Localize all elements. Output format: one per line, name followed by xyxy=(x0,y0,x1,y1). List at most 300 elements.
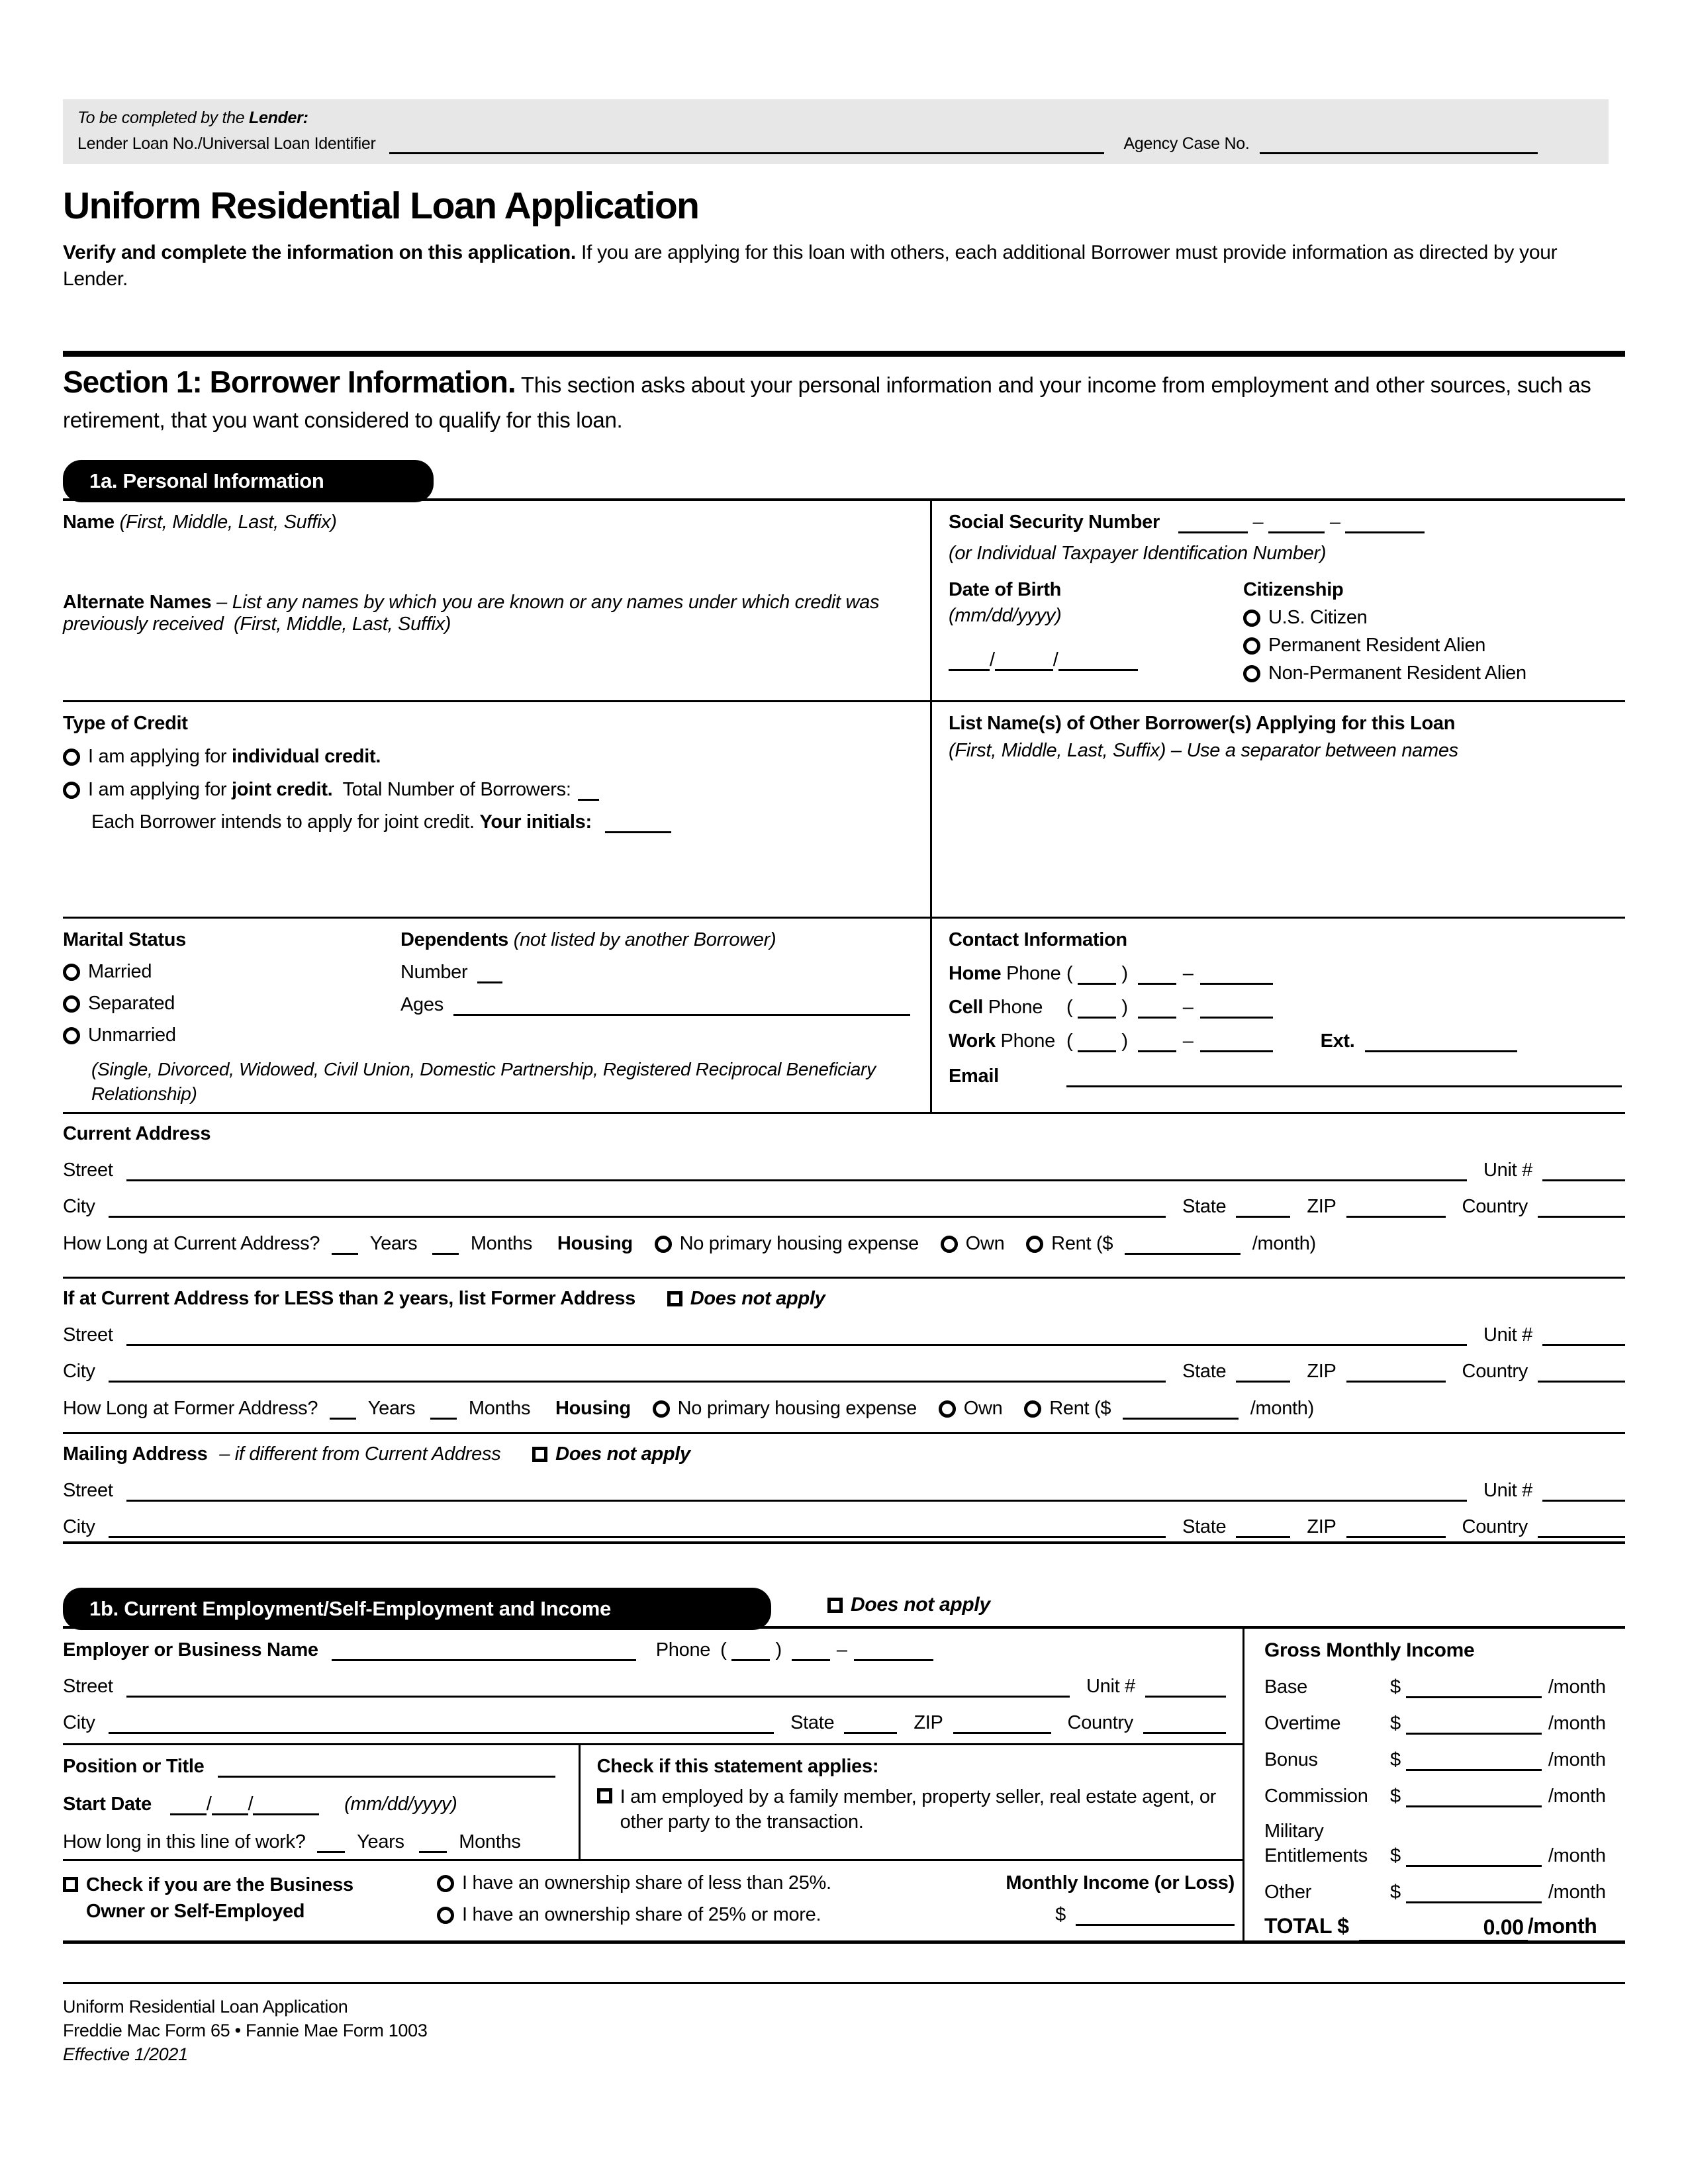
monthly-income-dollar: $ xyxy=(1055,1904,1066,1925)
alternate-names-hint: (First, Middle, Last, Suffix) xyxy=(234,614,451,635)
cell-phone-prefix-field[interactable] xyxy=(1138,1012,1176,1019)
page-footer xyxy=(63,1982,1625,2066)
alternate-names-label: Alternate Names xyxy=(63,592,212,613)
current-country-field[interactable] xyxy=(1538,1211,1625,1218)
mailing-does-not-apply-checkbox[interactable] xyxy=(532,1447,547,1462)
former-own-label: Own xyxy=(963,1398,1003,1419)
current-years-field[interactable] xyxy=(332,1248,358,1255)
former-zip-field[interactable] xyxy=(1346,1376,1446,1383)
current-months-label: Months xyxy=(470,1233,533,1254)
gross-monthly-income-box xyxy=(1243,1629,1625,1940)
name-label: Name xyxy=(63,512,115,533)
work-phone-bold: Work xyxy=(949,1030,996,1052)
former-unit-label: Unit # xyxy=(1483,1324,1532,1345)
citizenship-option-us xyxy=(1243,606,1526,629)
section1-heading-bold: Section 1: Borrower Information. xyxy=(63,365,516,399)
initials-field[interactable] xyxy=(605,827,671,833)
gross-military-row xyxy=(1264,1821,1612,1867)
business-owner-label-line2: Owner or Self-Employed xyxy=(86,1901,305,1922)
separated-radio[interactable] xyxy=(63,995,80,1013)
lender-loan-label: Lender Loan No./Universal Loan Identifier xyxy=(77,134,376,153)
row-type-of-credit xyxy=(63,702,1625,919)
gross-bonus-label: Bonus xyxy=(1264,1749,1318,1770)
start-date-label: Start Date xyxy=(63,1794,152,1815)
mailing-state-label: State xyxy=(1182,1516,1227,1537)
mailing-unit-field[interactable] xyxy=(1542,1495,1625,1502)
cell-phone-dash: – xyxy=(1182,997,1194,1018)
start-date-month-field[interactable] xyxy=(170,1809,207,1815)
current-city-line xyxy=(63,1196,1625,1218)
current-city-field[interactable] xyxy=(109,1211,1166,1218)
home-phone-area-field[interactable] xyxy=(1078,978,1116,985)
work-phone-line-field[interactable] xyxy=(1200,1046,1273,1052)
dependents-number-field[interactable] xyxy=(477,977,502,983)
email-label: Email xyxy=(949,1066,999,1087)
current-street-line xyxy=(63,1160,1625,1181)
section1-divider xyxy=(63,351,1625,357)
non-permanent-resident-label: Non-Permanent Resident Alien xyxy=(1268,662,1526,684)
line-of-work-years-field[interactable] xyxy=(317,1846,345,1853)
employer-unit-field[interactable] xyxy=(1145,1691,1226,1698)
start-date-slash-2: / xyxy=(248,1794,254,1815)
current-rent-label: Rent ($ xyxy=(1051,1233,1113,1254)
gross-monthly-income-label: Gross Monthly Income xyxy=(1264,1639,1475,1661)
former-state-field[interactable] xyxy=(1236,1376,1290,1383)
current-howlong-line xyxy=(63,1232,1625,1255)
business-owner-row xyxy=(63,1859,1243,1940)
unmarried-radio[interactable] xyxy=(63,1027,80,1044)
gross-military-field[interactable] xyxy=(1406,1860,1542,1867)
individual-credit-bold: individual credit. xyxy=(232,746,381,767)
current-no-expense-radio[interactable] xyxy=(655,1236,672,1253)
ownership-more-option xyxy=(437,1903,1243,1926)
statement-block xyxy=(579,1745,1243,1859)
row-name-ssn xyxy=(63,501,1625,702)
tab-1a-personal-information: 1a. Personal Information xyxy=(63,460,434,502)
gross-other-row xyxy=(1264,1882,1612,1903)
separated-label: Separated xyxy=(88,993,175,1014)
cell-phone-area-field[interactable] xyxy=(1078,1012,1116,1019)
mailing-city-field[interactable] xyxy=(109,1531,1166,1538)
current-rent-amount-field[interactable] xyxy=(1125,1248,1241,1255)
line-of-work-months-field[interactable] xyxy=(419,1846,447,1853)
mailing-address-label: Mailing Address xyxy=(63,1443,208,1465)
us-citizen-radio[interactable] xyxy=(1243,610,1260,627)
email-field[interactable] xyxy=(1066,1081,1622,1087)
home-phone-word: Phone xyxy=(1006,963,1061,984)
name-hint: (First, Middle, Last, Suffix) xyxy=(119,512,337,533)
unmarried-label: Unmarried xyxy=(88,1024,176,1046)
joint-credit-bold: joint credit. xyxy=(232,779,333,800)
current-rent-suffix: /month) xyxy=(1252,1233,1316,1254)
ssn-label: Social Security Number xyxy=(949,512,1160,533)
mailing-street-field[interactable] xyxy=(126,1495,1467,1502)
current-own-radio[interactable] xyxy=(941,1236,958,1253)
work-phone-ext-field[interactable] xyxy=(1365,1046,1517,1052)
email-line xyxy=(949,1066,1625,1087)
lender-note-bold: Lender: xyxy=(249,109,308,127)
line-of-work-label: How long in this line of work? xyxy=(63,1831,306,1852)
marital-status-label: Marital Status xyxy=(63,929,186,950)
former-address-heading xyxy=(63,1288,1625,1310)
current-no-expense-label: No primary housing expense xyxy=(679,1233,919,1254)
gross-overtime-row xyxy=(1264,1713,1612,1735)
intro-bold: Verify and complete the information on this application. xyxy=(63,242,576,263)
cell-phone-close-paren: ) xyxy=(1121,997,1128,1018)
dependents-ages-line xyxy=(400,994,910,1016)
gross-total-value: 0.00 xyxy=(1359,1915,1528,1942)
gross-military-dollar: $ xyxy=(1390,1845,1401,1866)
statement-checkbox[interactable] xyxy=(597,1788,612,1803)
gross-overtime-dollar: $ xyxy=(1390,1713,1401,1734)
former-months-label: Months xyxy=(468,1398,531,1419)
work-phone-ext-label: Ext. xyxy=(1320,1030,1355,1052)
statement-text: I am employed by a family member, property seller, real estate agent, or other party to the transaction. xyxy=(620,1786,1217,1833)
us-citizen-label: U.S. Citizen xyxy=(1268,607,1368,628)
dob-month-field[interactable] xyxy=(949,664,990,671)
former-howlong-label: How Long at Former Address? xyxy=(63,1398,318,1419)
employer-block xyxy=(63,1629,1243,1743)
dob-fields xyxy=(949,649,1243,671)
page-title: Uniform Residential Loan Application xyxy=(63,185,699,227)
lender-note-prefix: To be completed by the xyxy=(77,109,250,127)
work-phone-close-paren: ) xyxy=(1121,1030,1128,1052)
gross-overtime-label: Overtime xyxy=(1264,1713,1341,1734)
marital-option-unmarried xyxy=(63,1024,400,1046)
dob-day-field[interactable] xyxy=(995,664,1053,671)
former-city-label: City xyxy=(63,1361,95,1382)
row-former-address xyxy=(63,1279,1625,1434)
mailing-does-not-apply-label: Does not apply xyxy=(555,1443,690,1465)
section1-heading xyxy=(63,365,1625,437)
employer-phone-dash: – xyxy=(836,1639,847,1661)
home-phone-line-field[interactable] xyxy=(1200,978,1273,985)
employer-phone-close-paren: ) xyxy=(775,1639,782,1661)
individual-credit-option xyxy=(63,745,910,768)
start-date-year-field[interactable] xyxy=(253,1809,319,1815)
citizenship-option-pra xyxy=(1243,634,1526,657)
employer-street-field[interactable] xyxy=(126,1691,1070,1698)
home-phone-open-paren: ( xyxy=(1066,963,1073,984)
employer-phone-open-paren: ( xyxy=(720,1639,727,1661)
employer-name-label: Employer or Business Name xyxy=(63,1639,318,1661)
employment-does-not-apply-checkbox[interactable] xyxy=(827,1598,843,1613)
current-zip-field[interactable] xyxy=(1346,1211,1446,1218)
permanent-resident-radio[interactable] xyxy=(1243,637,1260,655)
current-unit-field[interactable] xyxy=(1542,1175,1625,1181)
gross-overtime-permonth: /month xyxy=(1548,1713,1606,1734)
dob-hint: (mm/dd/yyyy) xyxy=(949,605,1062,626)
start-date-hint: (mm/dd/yyyy) xyxy=(344,1794,457,1815)
total-borrowers-field[interactable] xyxy=(578,794,599,801)
other-borrowers-label: List Name(s) of Other Borrower(s) Applying for this Loan xyxy=(949,713,1456,734)
dependents-ages-label: Ages xyxy=(400,994,444,1015)
married-label: Married xyxy=(88,961,152,982)
dependents-ages-field[interactable] xyxy=(453,1009,910,1016)
marital-option-married xyxy=(63,960,400,983)
mailing-street-line xyxy=(63,1480,1625,1502)
employer-city-field[interactable] xyxy=(109,1727,774,1734)
mailing-country-label: Country xyxy=(1462,1516,1528,1537)
former-does-not-apply-checkbox[interactable] xyxy=(667,1291,682,1306)
ownership-less-option xyxy=(437,1872,1243,1894)
current-months-field[interactable] xyxy=(432,1248,459,1255)
gross-bonus-row xyxy=(1264,1749,1612,1771)
position-title-label: Position or Title xyxy=(63,1756,205,1777)
ssn-dash-1: – xyxy=(1252,512,1264,533)
gross-bonus-permonth: /month xyxy=(1548,1749,1606,1770)
gross-commission-row xyxy=(1264,1786,1612,1807)
former-street-field[interactable] xyxy=(126,1340,1467,1346)
former-city-field[interactable] xyxy=(109,1376,1166,1383)
gross-bonus-dollar: $ xyxy=(1390,1749,1401,1770)
alternate-names-desc: – List any names by which you are known or any names under which credit was previously received xyxy=(63,592,880,635)
lender-loan-field[interactable] xyxy=(389,148,1104,154)
lender-box xyxy=(63,99,1609,164)
dob-block xyxy=(949,579,1243,671)
individual-credit-radio[interactable] xyxy=(63,749,80,766)
employer-phone-line-field[interactable] xyxy=(854,1655,933,1661)
home-phone-close-paren: ) xyxy=(1121,963,1128,984)
permanent-resident-label: Permanent Resident Alien xyxy=(1268,635,1486,656)
work-phone-dash: – xyxy=(1182,1030,1194,1052)
former-years-label: Years xyxy=(367,1398,416,1419)
alternate-names-line xyxy=(63,592,910,635)
position-title-field[interactable] xyxy=(218,1771,555,1778)
contact-information-label: Contact Information xyxy=(949,929,1127,950)
dependents-number-line xyxy=(400,962,910,983)
gross-base-permonth: /month xyxy=(1548,1676,1606,1698)
former-street-line xyxy=(63,1324,1625,1346)
former-rent-label: Rent ($ xyxy=(1049,1398,1111,1419)
total-borrowers-label: Total Number of Borrowers: xyxy=(342,779,571,800)
gross-commission-label: Commission xyxy=(1264,1786,1368,1807)
footer-form-numbers: Freddie Mac Form 65 • Fannie Mae Form 1003 xyxy=(63,2021,428,2040)
position-block xyxy=(63,1745,579,1859)
former-rent-amount-field[interactable] xyxy=(1123,1413,1239,1420)
mailing-city-line xyxy=(63,1516,1625,1538)
current-housing-label: Housing xyxy=(557,1233,633,1254)
dependents-label: Dependents xyxy=(400,929,508,950)
home-phone-line xyxy=(949,963,1625,985)
former-no-expense-radio[interactable] xyxy=(653,1400,670,1418)
employer-state-label: State xyxy=(790,1712,835,1733)
current-street-field[interactable] xyxy=(126,1175,1467,1181)
employer-name-line xyxy=(63,1639,1226,1661)
former-years-field[interactable] xyxy=(330,1413,356,1420)
mailing-zip-label: ZIP xyxy=(1307,1516,1336,1537)
gross-other-dollar: $ xyxy=(1390,1882,1401,1903)
employer-country-field[interactable] xyxy=(1143,1727,1226,1734)
cell-phone-open-paren: ( xyxy=(1066,997,1073,1018)
dependents-number-label: Number xyxy=(400,962,468,983)
former-unit-field[interactable] xyxy=(1542,1340,1625,1346)
gross-military-permonth: /month xyxy=(1548,1845,1606,1866)
row-mailing-address xyxy=(63,1434,1625,1541)
joint-credit-radio[interactable] xyxy=(63,782,80,799)
former-zip-label: ZIP xyxy=(1307,1361,1336,1382)
type-of-credit-label: Type of Credit xyxy=(63,713,188,734)
line-of-work-line xyxy=(63,1831,555,1853)
employer-phone-area-field[interactable] xyxy=(731,1655,770,1661)
joint-credit-option xyxy=(63,778,910,801)
current-state-field[interactable] xyxy=(1236,1211,1290,1218)
start-date-day-field[interactable] xyxy=(212,1809,248,1815)
gross-total-permonth: /month xyxy=(1527,1914,1597,1938)
former-months-field[interactable] xyxy=(430,1413,457,1420)
ssn-field-3[interactable] xyxy=(1345,527,1425,533)
agency-case-label: Agency Case No. xyxy=(1123,134,1250,153)
dob-label: Date of Birth xyxy=(949,579,1062,600)
gross-other-permonth: /month xyxy=(1548,1882,1606,1903)
itin-hint: (or Individual Taxpayer Identification Number) xyxy=(949,543,1327,564)
gross-base-field[interactable] xyxy=(1406,1692,1542,1698)
line-of-work-years-label: Years xyxy=(357,1831,404,1852)
current-howlong-label: How Long at Current Address? xyxy=(63,1233,320,1254)
employer-name-field[interactable] xyxy=(332,1655,636,1661)
gross-other-label: Other xyxy=(1264,1882,1312,1903)
cell-phone-word: Phone xyxy=(988,997,1043,1018)
dob-slash-2: / xyxy=(1053,649,1058,670)
unmarried-note: (Single, Divorced, Widowed, Civil Union, Domestic Partnership, Registered Reciprocal Beneficiary Relationship) xyxy=(91,1059,876,1104)
former-address-label: If at Current Address for LESS than 2 years, list Former Address xyxy=(63,1288,636,1309)
cell-phone-line-field[interactable] xyxy=(1200,1012,1273,1019)
start-date-line xyxy=(63,1794,555,1815)
mailing-country-field[interactable] xyxy=(1538,1531,1625,1538)
gross-base-dollar: $ xyxy=(1390,1676,1401,1698)
gross-overtime-field[interactable] xyxy=(1406,1728,1542,1735)
cell-phone-bold: Cell xyxy=(949,997,983,1018)
footer-form-name: Uniform Residential Loan Application xyxy=(63,1997,348,2017)
work-phone-prefix-field[interactable] xyxy=(1138,1046,1176,1052)
intro-text xyxy=(63,240,1625,293)
former-rent-radio[interactable] xyxy=(1024,1400,1041,1418)
employer-phone-prefix-field[interactable] xyxy=(792,1655,830,1661)
former-does-not-apply-label: Does not apply xyxy=(690,1288,825,1309)
gross-total-row xyxy=(1264,1914,1612,1940)
ownership-less-label: I have an ownership share of less than 25%. xyxy=(462,1872,831,1893)
former-country-label: Country xyxy=(1462,1361,1528,1382)
work-phone-word: Phone xyxy=(1000,1030,1055,1052)
home-phone-prefix-field[interactable] xyxy=(1138,978,1176,985)
mailing-address-desc: – if different from Current Address xyxy=(219,1443,501,1465)
mailing-state-field[interactable] xyxy=(1236,1531,1290,1538)
work-phone-open-paren: ( xyxy=(1066,1030,1073,1052)
ssn-field-2[interactable] xyxy=(1268,527,1325,533)
gross-base-label: Base xyxy=(1264,1676,1307,1698)
gross-commission-permonth: /month xyxy=(1548,1786,1606,1807)
former-rent-suffix: /month) xyxy=(1250,1398,1314,1419)
tab-1b-current-employment: 1b. Current Employment/Self-Employment and Income xyxy=(63,1588,771,1630)
employer-street-line xyxy=(63,1676,1226,1698)
gross-commission-field[interactable] xyxy=(1406,1801,1542,1807)
ownership-more-label: I have an ownership share of 25% or more. xyxy=(462,1904,821,1925)
employment-does-not-apply-label: Does not apply xyxy=(851,1594,990,1615)
section-1a xyxy=(63,498,1625,1544)
initials-label: Your initials: xyxy=(479,811,592,833)
former-state-label: State xyxy=(1182,1361,1227,1382)
current-state-label: State xyxy=(1182,1196,1227,1217)
footer-effective-date: Effective 1/2021 xyxy=(63,2044,188,2064)
monthly-income-field[interactable] xyxy=(1076,1919,1235,1926)
dependents-hint: (not listed by another Borrower) xyxy=(513,929,776,950)
dependents-block xyxy=(400,929,910,1016)
employer-street-label: Street xyxy=(63,1676,113,1697)
section-1b xyxy=(63,1626,1625,1944)
employment-does-not-apply xyxy=(827,1594,990,1616)
married-radio[interactable] xyxy=(63,964,80,981)
employer-country-label: Country xyxy=(1067,1712,1133,1733)
individual-credit-prefix: I am applying for xyxy=(88,746,232,767)
former-no-expense-label: No primary housing expense xyxy=(677,1398,917,1419)
work-phone-line xyxy=(949,1030,1625,1052)
current-zip-label: ZIP xyxy=(1307,1196,1336,1217)
ownership-more-radio[interactable] xyxy=(437,1907,454,1924)
gross-commission-dollar: $ xyxy=(1390,1786,1401,1807)
employer-zip-label: ZIP xyxy=(914,1712,943,1733)
work-phone-area-field[interactable] xyxy=(1078,1046,1116,1052)
current-own-label: Own xyxy=(965,1233,1005,1254)
dob-slash-1: / xyxy=(990,649,995,670)
joint-credit-prefix: I am applying for xyxy=(88,779,232,800)
initials-line xyxy=(63,811,910,833)
ssn-field-1[interactable] xyxy=(1178,527,1248,533)
business-owner-label-line1: Check if you are the Business xyxy=(86,1874,353,1895)
monthly-income-label: Monthly Income (or Loss) xyxy=(1006,1872,1235,1893)
mailing-street-label: Street xyxy=(63,1480,113,1501)
cell-phone-line xyxy=(949,997,1625,1019)
gross-military-label-line2: Entitlements xyxy=(1264,1845,1368,1866)
employer-state-field[interactable] xyxy=(844,1727,897,1734)
employer-city-label: City xyxy=(63,1712,95,1733)
employer-zip-field[interactable] xyxy=(953,1727,1051,1734)
gross-bonus-field[interactable] xyxy=(1406,1764,1542,1771)
citizenship-option-npra xyxy=(1243,662,1526,684)
dob-year-field[interactable] xyxy=(1058,664,1138,671)
current-city-label: City xyxy=(63,1196,95,1217)
non-permanent-resident-radio[interactable] xyxy=(1243,665,1260,682)
citizenship-label: Citizenship xyxy=(1243,579,1344,600)
employer-phone-label: Phone xyxy=(655,1639,711,1661)
business-owner-checkbox[interactable] xyxy=(63,1877,78,1892)
employer-city-line xyxy=(63,1712,1226,1734)
current-rent-radio[interactable] xyxy=(1026,1236,1043,1253)
initials-prefix: Each Borrower intends to apply for joint credit. xyxy=(91,811,480,833)
mailing-unit-label: Unit # xyxy=(1483,1480,1532,1501)
home-phone-dash: – xyxy=(1182,963,1194,984)
employer-unit-label: Unit # xyxy=(1086,1676,1135,1697)
former-country-field[interactable] xyxy=(1538,1376,1625,1383)
current-street-label: Street xyxy=(63,1160,113,1181)
former-street-label: Street xyxy=(63,1324,113,1345)
former-housing-label: Housing xyxy=(555,1398,631,1419)
current-address-label: Current Address xyxy=(63,1123,211,1144)
agency-case-field[interactable] xyxy=(1260,148,1538,154)
current-years-label: Years xyxy=(369,1233,418,1254)
business-owner-label xyxy=(86,1872,353,1925)
former-city-line xyxy=(63,1361,1625,1383)
current-unit-label: Unit # xyxy=(1483,1160,1532,1181)
ownership-less-radio[interactable] xyxy=(437,1875,454,1892)
position-title-line xyxy=(63,1756,555,1778)
section1-heading-rest: This section asks about your personal information and your income from employment and other sources, such as retirement, that you want considered to qualify for this loan. xyxy=(63,373,1591,432)
mailing-zip-field[interactable] xyxy=(1346,1531,1446,1538)
ssn-line xyxy=(949,512,1625,533)
marital-status-block xyxy=(63,929,400,1046)
former-own-radio[interactable] xyxy=(939,1400,956,1418)
gross-other-field[interactable] xyxy=(1406,1897,1542,1903)
citizenship-block xyxy=(1243,579,1526,684)
